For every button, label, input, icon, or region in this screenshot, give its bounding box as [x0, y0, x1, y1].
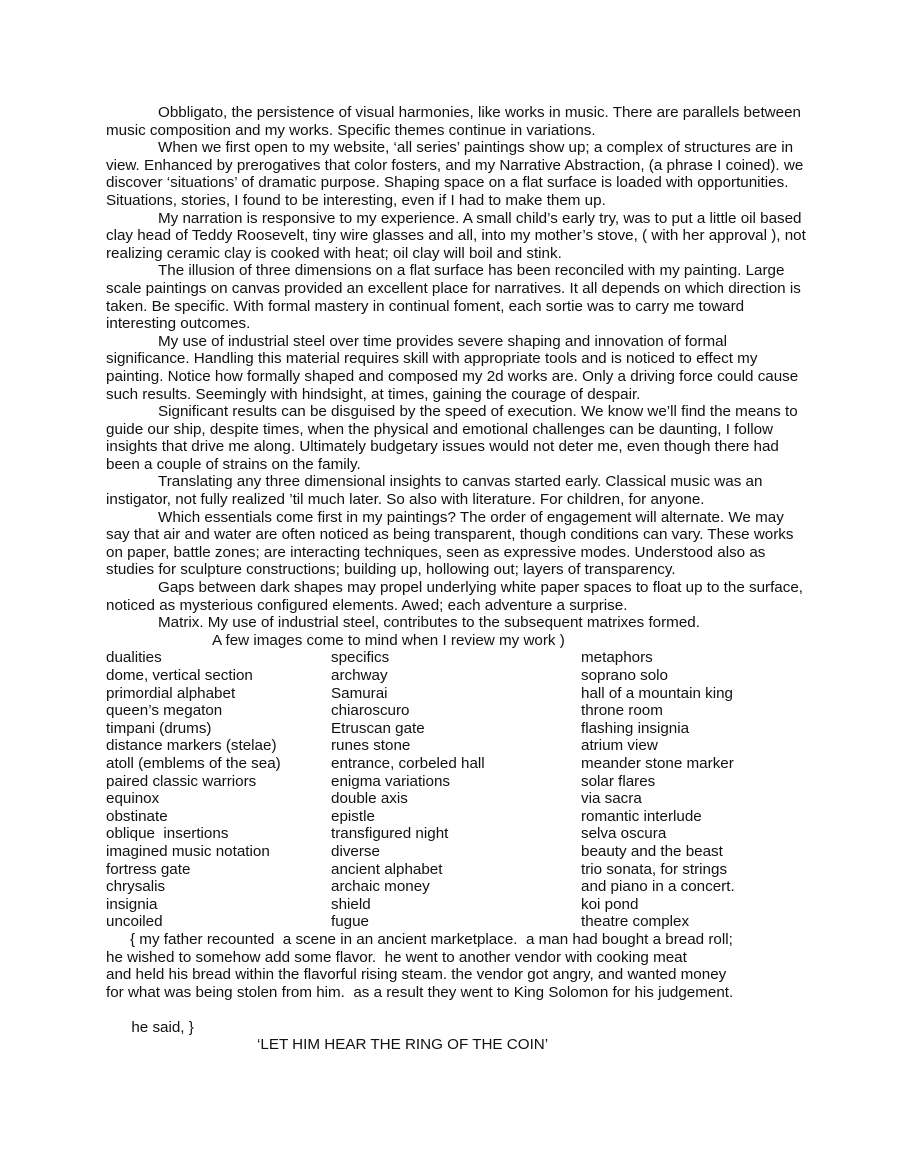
list-row — [106, 843, 806, 861]
list-item: uncoiled — [106, 913, 163, 931]
list-item: fugue — [331, 913, 370, 931]
list-row — [106, 790, 806, 808]
list-row — [106, 896, 806, 914]
story-line: for what was being stolen from him. as a result they went to King Solomon for his judgement. — [106, 983, 734, 1001]
list-item: equinox — [106, 790, 160, 808]
list-item: soprano solo — [581, 667, 668, 684]
story-last-line — [106, 1001, 806, 1054]
list-item: Samurai — [331, 684, 388, 702]
list-item: beauty and the beast — [581, 842, 723, 860]
paragraph-website: When we first open to my website, ‘all series’ paintings show up; a complex of structures are in view. Enhanced by prerogatives that color fosters, and my Narrative Abstraction, (a phrase I coined). we discover ‘situations’ of dramatic purpose. Shaping space on a flat surface is loaded with opportunities. Situations, stories, I found to be interesting, even if I had to make them up. — [106, 139, 804, 209]
list-item: specifics — [331, 649, 390, 667]
list-item: transfigured night — [331, 825, 449, 843]
list-item: trio sonata, for strings — [581, 860, 728, 878]
list-item: atoll (emblems of the sea) — [106, 754, 281, 772]
list-item: metaphors — [581, 649, 653, 667]
list-intro: A few images come to mind when I review my work ) — [212, 631, 565, 649]
list-item: romantic interlude — [581, 807, 702, 825]
list-row — [106, 808, 806, 826]
story-prefix: he said, } — [131, 1018, 194, 1036]
list-row — [106, 720, 806, 738]
paragraph-translating: Translating any three dimensional insights to canvas started early. Classical music was an instigator, not fully realized ’til much later. So also with literature. For children, for anyone. — [106, 473, 763, 509]
story-line: { my father recounted a scene in an ancient marketplace. a man had bought a bread roll; — [130, 930, 733, 948]
list-item: paired classic warriors — [106, 772, 257, 790]
list-item: selva oscura — [581, 825, 667, 843]
paragraph-steel: My use of industrial steel over time provides severe shaping and innovation of formal significance. Handling this material requires skill with appropriate tools and is noticed to effect my painting. Notice how formally shaped and composed my 2d works are. Only a driving force could cause such results. Seemingly with hindsight, at times, gaining the courage of despair. — [106, 332, 799, 403]
list-item: runes stone — [331, 737, 411, 755]
paragraph-essentials: Which essentials come first in my paintings? The order of engagement will alternate. We may say that air and water are often noticed as being transparent, though conditions can vary. These works on paper, battle zones; are interacting techniques, seen as expressive modes. Understood also as studies for sculpture constructions; building up, hollowing out; layers of transparency. — [106, 508, 794, 579]
list-item: imagined music notation — [106, 842, 270, 860]
list-row — [106, 773, 806, 791]
list-row — [106, 913, 806, 931]
list-row — [106, 702, 806, 720]
list-item: and piano in a concert. — [581, 878, 735, 896]
list-item: chiaroscuro — [331, 702, 410, 720]
list-item: flashing insignia — [581, 719, 690, 737]
list-item: ancient alphabet — [331, 860, 443, 878]
list-item: double axis — [331, 790, 408, 808]
document-page — [106, 104, 806, 1054]
paragraph-significant-results: Significant results can be disguised by the speed of execution. We know we’ll find the means to guide our ship, despite times, when the physical and emotional challenges can be daunting, I follow insights that drive me along. Ultimately budgetary issues would not deter me, even though there had been a couple of strains on the family. — [106, 403, 798, 473]
list-item: queen’s megaton — [106, 702, 223, 720]
paragraph-obbligato: Obbligato, the persistence of visual harmonies, like works in music. There are parallels between music composition and my works. Specific themes continue in variations. — [106, 104, 801, 139]
list-row — [106, 737, 806, 755]
closing-quote: ‘LET HIM HEAR THE RING OF THE COIN’ — [257, 1036, 549, 1054]
list-item: throne room — [581, 702, 663, 720]
list-item: archaic money — [331, 878, 430, 896]
list-row — [106, 878, 806, 896]
list-item: primordial alphabet — [106, 684, 236, 702]
list-row — [106, 667, 806, 685]
list-item: koi pond — [581, 895, 639, 913]
paragraph-gaps: Gaps between dark shapes may propel underlying white paper spaces to float up to the surface, noticed as mysterious configured elements. Awed; each adventure a surprise. — [106, 579, 804, 614]
list-item: meander stone marker — [581, 754, 734, 772]
paragraph-illusion: The illusion of three dimensions on a flat surface has been reconciled with my painting. Large scale paintings on canvas provided an excellent place for narratives. It all depends on which direction is taken. Be specific. With formal mastery in continual foment, each sortie was to carry me toward interesting outcomes. — [106, 262, 801, 333]
story-line: and held his bread within the flavorful rising steam. the vendor got angry, and wanted money — [106, 966, 727, 984]
list-item: chrysalis — [106, 878, 166, 896]
list-item: epistle — [331, 807, 375, 825]
list-item: obstinate — [106, 807, 168, 825]
list-item: theatre complex — [581, 913, 690, 931]
list-item: insignia — [106, 895, 158, 913]
list-item: enigma variations — [331, 772, 451, 790]
list-item: archway — [331, 667, 388, 684]
father-story — [106, 930, 806, 1054]
list-item: shield — [331, 895, 371, 913]
list-item: via sacra — [581, 790, 642, 808]
list-row — [106, 825, 806, 843]
list-item: Etruscan gate — [331, 719, 425, 737]
list-item: oblique insertions — [106, 825, 229, 843]
list-item: fortress gate — [106, 860, 191, 878]
list-item: timpani (drums) — [106, 719, 212, 737]
list-item: solar flares — [581, 772, 656, 790]
list-item: atrium view — [581, 737, 658, 755]
list-item: diverse — [331, 842, 380, 860]
list-row — [106, 649, 806, 667]
paragraph-narration: My narration is responsive to my experience. A small child’s early try, was to put a little oil based clay head of Teddy Roosevelt, tiny wire glasses and all, into my mother’s stove, ( with her approval ), not realizing ceramic clay is cooked with heat; oil clay will boil and stink. — [106, 209, 806, 262]
paragraph-matrix: Matrix. My use of industrial steel, contributes to the subsequent matrixes formed. — [158, 614, 700, 632]
list-row — [106, 685, 806, 703]
list-item: distance markers (stelae) — [106, 737, 277, 755]
list-row — [106, 861, 806, 879]
story-line: he wished to somehow add some flavor. he went to another vendor with cooking meat — [106, 948, 687, 966]
list-item: hall of a mountain king — [581, 684, 733, 702]
list-item: dome, vertical section — [106, 667, 253, 684]
list-item: dualities — [106, 649, 162, 667]
list-item: entrance, corbeled hall — [331, 754, 485, 772]
list-row — [106, 755, 806, 773]
image-list — [106, 649, 806, 931]
